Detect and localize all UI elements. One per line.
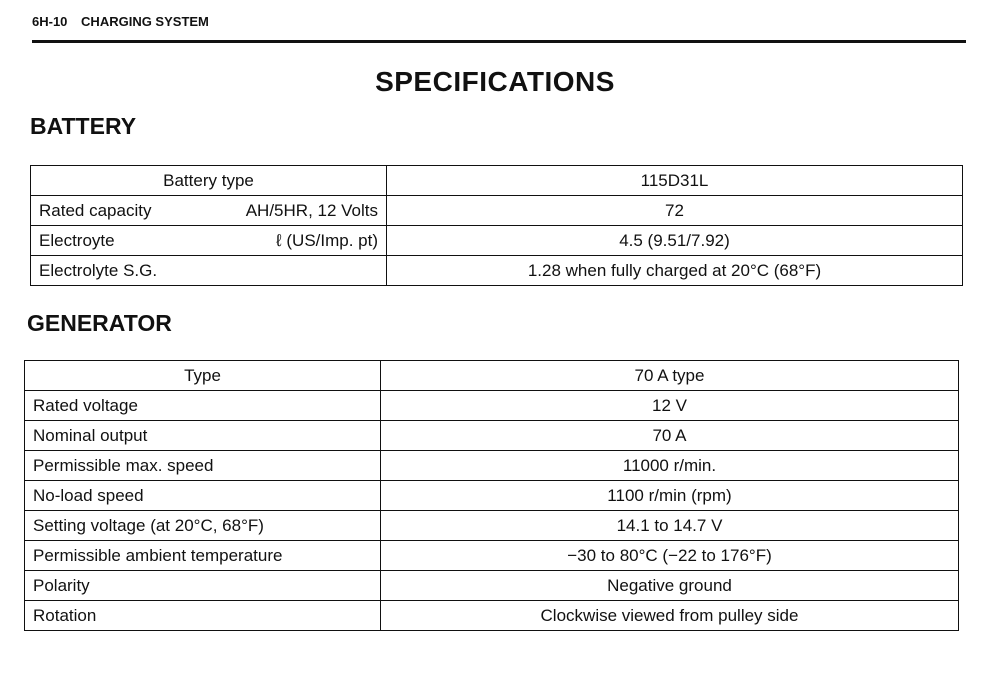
table-row [31,256,963,286]
table-row [31,196,963,226]
row-label-cell [31,196,387,226]
row-value: 1100 r/min (rpm) [381,481,959,511]
table-row [25,541,959,571]
table-row [25,511,959,541]
row-label: Rotation [25,601,381,631]
page-number: 6H-10 [32,14,68,29]
battery-heading: BATTERY [30,113,137,139]
row-label: Rated capacity [39,200,152,220]
row-label: Polarity [25,571,381,601]
row-label: Permissible max. speed [25,451,381,481]
row-value: 14.1 to 14.7 V [381,511,959,541]
row-value: 11000 r/min. [381,451,959,481]
row-value: Clockwise viewed from pulley side [381,601,959,631]
row-label: Rated voltage [25,391,381,421]
section-name: CHARGING SYSTEM [81,14,209,29]
row-value: 72 [387,196,963,226]
generator-type-label: Type [25,361,381,391]
battery-type-value: 115D31L [387,166,963,196]
page-header [32,12,966,43]
generator-type-value: 70 A type [381,361,959,391]
page-title: SPECIFICATIONS [375,66,615,97]
row-label: No-load speed [25,481,381,511]
battery-type-label: Battery type [31,166,387,196]
row-value: Negative ground [381,571,959,601]
table-row [31,226,963,256]
row-value: 1.28 when fully charged at 20°C (68°F) [387,256,963,286]
battery-table [30,165,963,286]
table-row [25,481,959,511]
table-row [25,391,959,421]
row-label-cell [31,256,387,286]
table-row [25,451,959,481]
row-unit: AH/5HR, 12 Volts [245,200,378,220]
generator-heading: GENERATOR [27,310,172,336]
row-value: 70 A [381,421,959,451]
row-value: 12 V [381,391,959,421]
row-label: Electroyte [39,230,115,250]
table-row [25,571,959,601]
row-unit: ℓ (US/Imp. pt) [276,230,378,250]
row-label: Nominal output [25,421,381,451]
row-label: Setting voltage (at 20°C, 68°F) [25,511,381,541]
row-label-cell [31,226,387,256]
row-label: Electrolyte S.G. [39,260,158,280]
table-row [25,421,959,451]
table-row [31,166,963,196]
row-value: 4.5 (9.51/7.92) [387,226,963,256]
table-row [25,601,959,631]
row-label: Permissible ambient temperature [25,541,381,571]
table-row [25,361,959,391]
generator-table [24,360,959,631]
row-value: −30 to 80°C (−22 to 176°F) [381,541,959,571]
